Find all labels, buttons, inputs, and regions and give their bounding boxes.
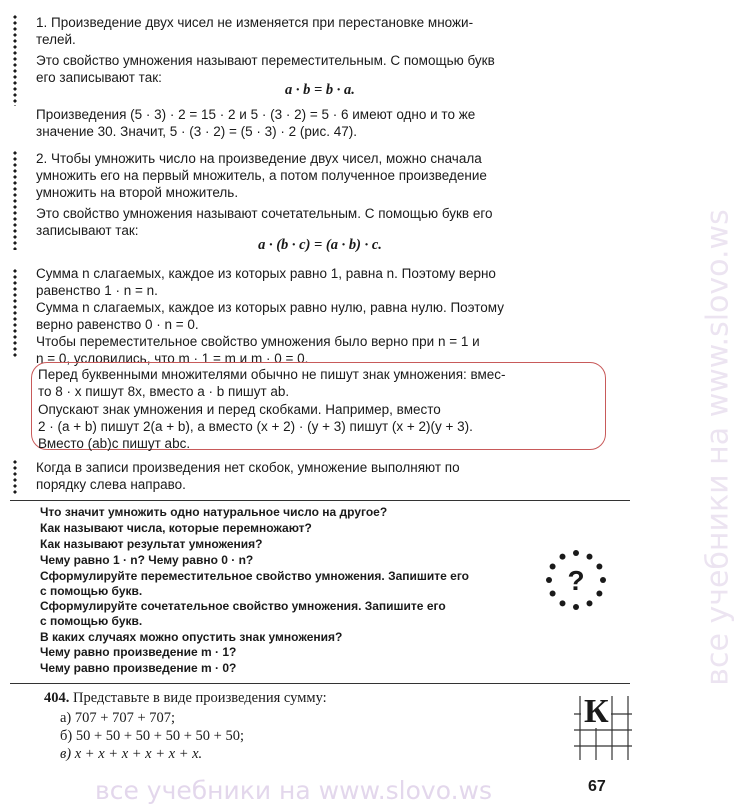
text-line: Это свойство умножения называют сочетательным. С помощью букв его [36,206,493,221]
question-item: В каких случаях можно опустить знак умножения? [40,630,343,644]
paragraph-omit-sign [38,366,506,452]
task-item-b: б) 50 + 50 + 50 + 50 + 50 + 50; [60,728,244,744]
task-header [44,690,327,707]
text-line: порядку слева направо. [36,477,186,492]
question-item: Чему равно произведение m · 1? [40,645,237,659]
question-item: с помощью букв. [40,584,143,598]
formula-associative: a · (b · c) = (a · b) · c. [258,237,382,253]
task-title: Представьте в виде произведения сумму: [73,690,327,706]
logo-letter: К [584,693,609,730]
text-line: Произведения (5 · 3) · 2 = 15 · 2 и 5 · (3 · 2) = 5 · 6 имеют одно и то же [36,107,476,122]
text-line: телей. [36,32,76,47]
task-item-c: в) x + x + x + x + x + x. [60,746,203,762]
text-line: умножить его на первый множитель, а потом полученное произведение [36,168,487,183]
text-line: Перед буквенными множителями обычно не пишут знак умножения: вмес- [38,367,506,382]
text-line: значение 30. Значит, 5 · (3 · 2) = (5 · 3) · 2 (рис. 47). [36,124,357,139]
text-line: записывают так: [36,223,139,238]
paragraph-associative [36,150,492,239]
question-item: Как называют числа, которые перемножают? [40,521,312,535]
text-line: его записывают так: [36,70,162,85]
text-line: 2 · (a + b) пишут 2(a + b), а вместо (x + 2) · (y + 3) пишут (x + 2)(y + 3). [38,419,473,434]
divider [10,500,630,501]
paragraph-example [36,106,475,140]
text-line: верно равенство 0 · n = 0. [36,317,199,332]
watermark-side: все учебники на www.slovo.ws [700,209,736,686]
margin-dots [13,150,17,250]
question-item: с помощью букв. [40,614,143,628]
question-glyph: ? [567,565,585,596]
text-line: Это свойство умножения называют переместительным. С помощью букв [36,53,495,68]
homework-logo-icon [572,686,632,762]
watermark-bottom: все учебники на www.slovo.ws [95,776,492,805]
paragraph-commutative [36,14,495,86]
divider [10,683,630,684]
question-item: Чему равно 1 · n? Чему равно 0 · n? [40,553,254,567]
text-line: Сумма n слагаемых, каждое из которых равно нулю, равна нулю. Поэтому [36,300,504,315]
question-item: Как называют результат умножения? [40,537,263,551]
question-item: Чему равно произведение m · 0? [40,661,237,675]
task-item-a: а) 707 + 707 + 707; [60,710,176,726]
text-line: то 8 · x пишут 8x, вместо a · b пишут ab. [38,384,290,399]
text-line: равенство 1 · n = n. [36,283,158,298]
paragraph-order [36,459,460,493]
text-line: Вместо (ab)c пишут abc. [38,436,191,451]
text-line: Когда в записи произведения нет скобок, умножение выполняют по [36,460,460,475]
text-line: n = 0, условились, что m · 1 = m и m · 0 = 0. [36,351,309,366]
formula-commutative: a · b = b · a. [285,82,355,98]
paragraph-sums [36,265,504,367]
text-line: Сумма n слагаемых, каждое из которых равно 1, равна n. Поэтому верно [36,266,496,281]
question-item: Сформулируйте сочетательное свойство умножения. Запишите его [40,599,446,613]
question-mark-icon [545,549,607,611]
text-line: 1. Произведение двух чисел не изменяется при перестановке множи- [36,15,474,30]
margin-dots [13,268,17,358]
question-item: Что значит умножить одно натуральное число на другое? [40,505,388,519]
margin-dots [13,459,17,495]
page-number: 67 [588,778,606,795]
text-line: умножить на второй множитель. [36,185,239,200]
question-item: Сформулируйте переместительное свойство умножения. Запишите его [40,569,470,583]
text-line: Чтобы переместительное свойство умножения было верно при n = 1 и [36,334,480,349]
task-number: 404. [44,690,70,706]
text-line: Опускают знак умножения и перед скобками. Например, вместо [38,402,441,417]
text-line: 2. Чтобы умножить число на произведение двух чисел, можно сначала [36,151,482,166]
